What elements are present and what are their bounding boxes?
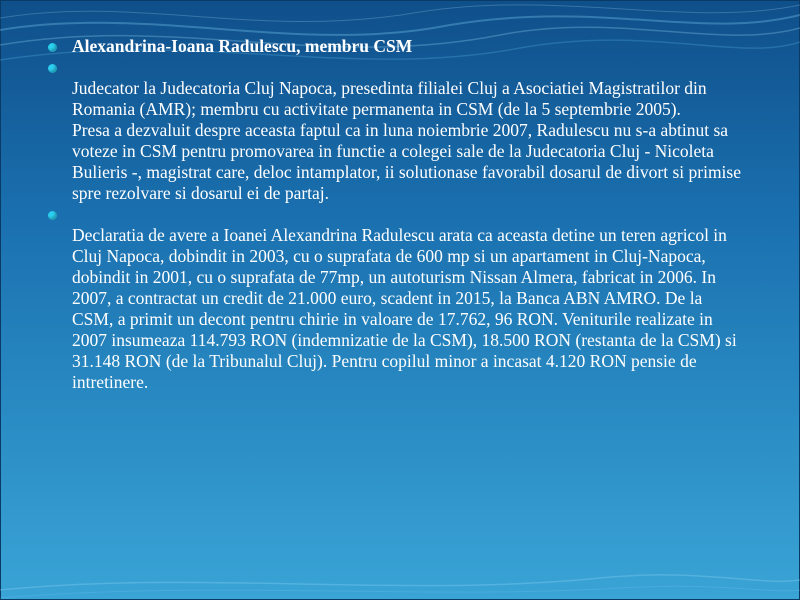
bullet-item-text (72, 204, 748, 393)
bullet-item-2 (48, 57, 748, 204)
bullet-item-text (72, 57, 748, 204)
blank-line (72, 204, 748, 225)
bullet-dot-icon (48, 64, 57, 73)
bullet-dot-icon (48, 43, 57, 52)
slide-content (48, 36, 748, 393)
bullet-item-3 (48, 204, 748, 393)
paragraph-press: Presa a dezvaluit despre aceasta faptul ca in luna noiembrie 2007, Radulescu nu s-a abtinut sa voteze in CSM pentru promovarea in functie a colegei sale de la Judecatoria Cluj - Nicoleta Bulieris -, magistrat care, deloc intamplator, ii solutionase favorabil dosarul de divort si primise spre rezolvare si dosarul ei de partaj. (72, 120, 741, 203)
blank-line (72, 57, 748, 78)
decorative-waves-bottom (0, 560, 800, 600)
slide-title: Alexandrina-Ioana Radulescu, membru CSM (72, 36, 413, 56)
bullet-item-1 (48, 36, 748, 57)
paragraph-assets: Declaratia de avere a Ioanei Alexandrina Radulescu arata ca aceasta detine un teren agricol in Cluj Napoca, dobindit in 2003, cu o suprafata de 600 mp si un apartament in Cluj-Napoca, dobindit in 2001, cu o suprafata de 77mp, un autoturism Nissan Almera, fabricat in 2006. In 2007, a contractat un credit de 21.000 euro, scadent in 2015, la Banca ABN AMRO. De la CSM, a primit un decont pentru chirie in valoare de 17.762, 96 RON. Veniturile realizate in 2007 insumeaza 114.793 RON (indemnizatie de la CSM), 18.500 RON (restanta de la CSM) si 31.148 RON (de la Tribunalul Cluj). Pentru copilul minor a incasat 4.120 RON pensie de intretinere. (72, 225, 737, 392)
bullet-dot-icon (48, 211, 57, 220)
bullet-item-text (72, 36, 748, 57)
paragraph-profile: Judecator la Judecatoria Cluj Napoca, presedinta filialei Cluj a Asociatiei Magistratilor din Romania (AMR); membru cu activitate permanenta in CSM (de la 5 septembrie 2005). (72, 78, 707, 119)
